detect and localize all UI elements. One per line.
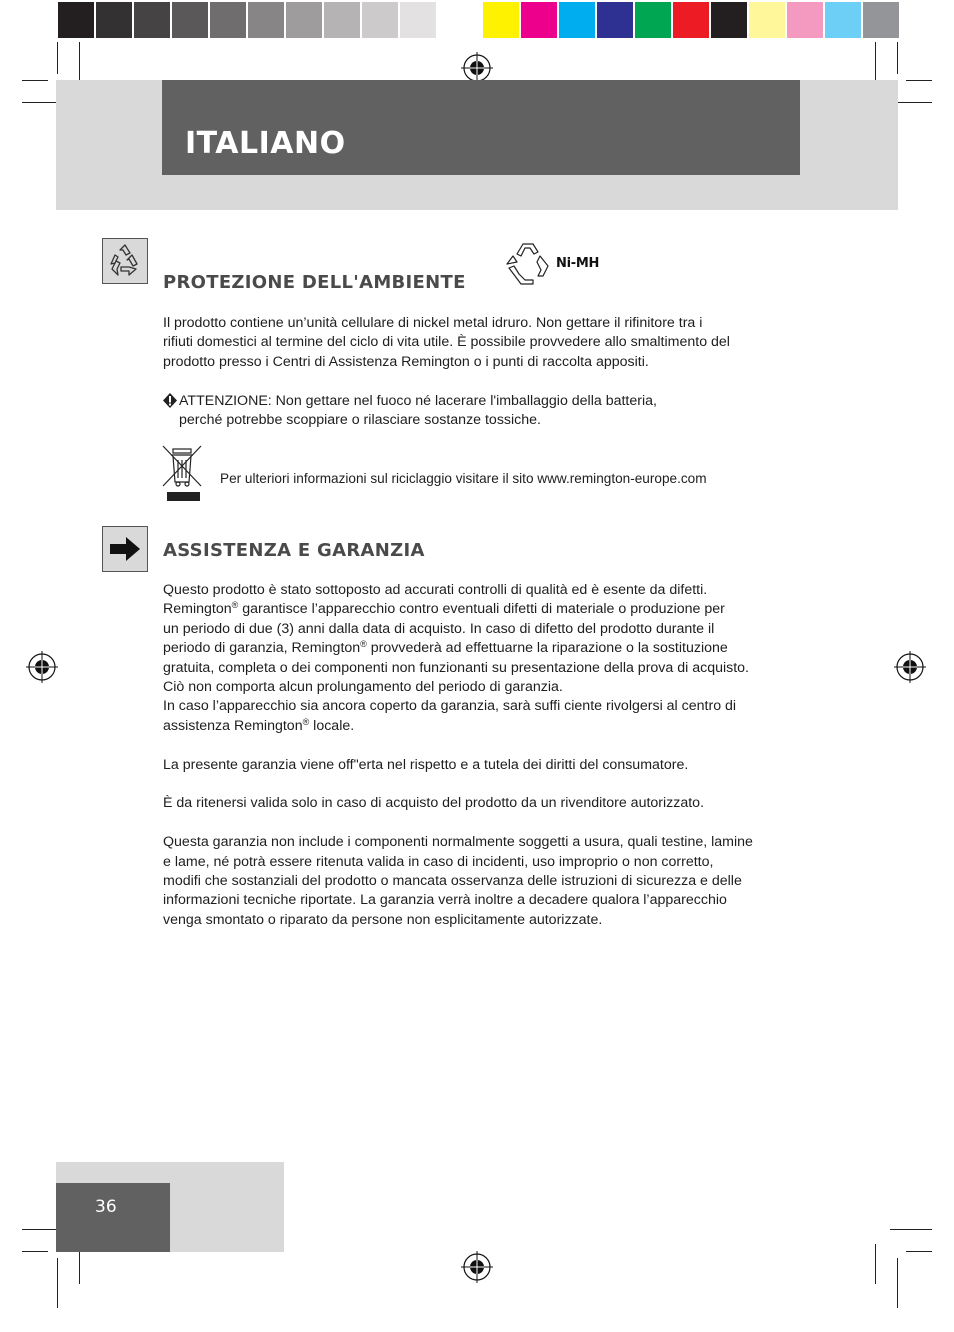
text-line: Questo prodotto è stato sottoposto ad accurati controlli di qualità ed è esente da difetti. <box>163 582 708 598</box>
color-swatch <box>400 2 436 38</box>
color-swatch <box>863 2 899 38</box>
footer-box <box>56 1183 170 1252</box>
crop-mark <box>22 1251 48 1252</box>
text-line: prodotto presso i Centri di Assistenza Remington o i punti di raccolta appositi. <box>163 353 649 370</box>
text-line: gratuita, completa o dei componenti non funzionanti su presentazione della prova di acquisto. <box>163 659 750 676</box>
color-swatch <box>597 2 633 38</box>
text-line: un periodo di due (3) anni dalla data di acquisto. In caso di difetto del prodotto durante il <box>163 620 715 637</box>
crop-mark <box>897 42 898 74</box>
warning-line: ATTENZIONE: Non gettare nel fuoco né lacerare l'imballaggio della batteria, <box>179 393 657 409</box>
text-line: e lame, né potrà essere ritenuta valida in caso di incidenti, uso improprio o non corretto, <box>163 853 714 870</box>
crop-mark <box>22 80 48 81</box>
text-line: Ciò non comporta alcun prolungamento del periodo di garanzia. <box>163 679 563 696</box>
text-line: modifi che sostanziali del prodotto o mancata osservanza delle istruzioni di sicurezza e delle <box>163 873 742 890</box>
arrow-right-icon <box>102 526 148 572</box>
crop-mark <box>890 1229 932 1230</box>
color-swatch <box>286 2 322 38</box>
crop-mark <box>57 42 58 74</box>
recycling-info-text: Per ulteriori informazioni sul riciclaggio visitare il sito www.remington-europe.com <box>220 471 707 486</box>
color-swatch <box>58 2 94 38</box>
text-line: Il prodotto contiene un’unità cellulare di nickel metal idruro. Non gettare il rifinitore tra i <box>163 315 703 331</box>
warranty-paragraph <box>163 581 803 930</box>
color-swatch <box>825 2 861 38</box>
color-swatch <box>787 2 823 38</box>
color-swatch <box>134 2 170 38</box>
color-swatch <box>521 2 557 38</box>
color-swatch <box>210 2 246 38</box>
color-swatch <box>438 2 474 38</box>
calibration-bar-grayscale <box>57 0 475 40</box>
color-swatch <box>635 2 671 38</box>
crop-mark <box>57 1258 58 1308</box>
color-swatch <box>96 2 132 38</box>
environment-paragraph <box>163 314 803 372</box>
crop-mark <box>906 1251 932 1252</box>
trademark-symbol: ® <box>302 716 310 727</box>
text-line: La presente garanzia viene off"erta nel rispetto e a tutela dei diritti del consumatore. <box>163 756 689 773</box>
color-swatch <box>362 2 398 38</box>
text-line: informazioni tecniche riportate. La garanzia verrà inoltre a decadere qualora l’apparecchio <box>163 892 727 909</box>
color-swatch <box>711 2 747 38</box>
text-line: Questa garanzia non include i componenti normalmente soggetti a usura, quali testine, lamine <box>163 834 753 851</box>
registration-mark-right <box>894 651 926 683</box>
environment-heading: PROTEZIONE DELL'AMBIENTE <box>163 272 466 293</box>
calibration-bar-color <box>482 0 900 40</box>
text-line: In caso l’apparecchio sia ancora coperto da garanzia, sarà suffi ciente rivolgersi al centro di <box>163 698 737 715</box>
crop-mark <box>875 1244 876 1284</box>
text-line: periodo di garanzia, Remington® provvederà ad effettuarne la riparazione o la sostituzione <box>163 639 728 657</box>
color-swatch <box>749 2 785 38</box>
trademark-symbol: ® <box>231 600 239 611</box>
color-swatch <box>172 2 208 38</box>
battery-label: Ni-MH <box>556 256 600 271</box>
trademark-symbol: ® <box>360 639 367 650</box>
page-number: 36 <box>95 1197 117 1217</box>
color-swatch <box>483 2 519 38</box>
warning-icon <box>162 392 178 409</box>
crop-mark <box>906 80 932 81</box>
crossed-bin-icon <box>160 444 204 502</box>
text-line: Remington® garantisce l’apparecchio contro eventuali difetti di materiale o produzione per <box>163 600 725 618</box>
color-swatch <box>324 2 360 38</box>
color-swatch <box>248 2 284 38</box>
page-title: ITALIANO <box>185 126 346 161</box>
warning-line: perché potrebbe scoppiare o rilasciare sostanze tossiche. <box>179 412 541 429</box>
color-swatch <box>673 2 709 38</box>
registration-mark-left <box>26 651 58 683</box>
registration-mark-bottom <box>461 1251 493 1283</box>
text-line: venga smontato o riparato da persone non esplicitamente autorizzate. <box>163 911 603 928</box>
crop-mark <box>897 1258 898 1308</box>
color-swatch <box>559 2 595 38</box>
text-line: assistenza Remington® locale. <box>163 716 355 734</box>
text-line: rifiuti domestici al termine del ciclo di vita utile. È possibile provvedere allo smaltimento del <box>163 334 730 351</box>
warning-text <box>179 392 657 431</box>
recycle-icon <box>102 238 148 284</box>
warranty-heading: ASSISTENZA E GARANZIA <box>163 540 425 561</box>
text-line: È da ritenersi valida solo in caso di acquisto del prodotto da un rivenditore autorizzato. <box>163 795 705 812</box>
